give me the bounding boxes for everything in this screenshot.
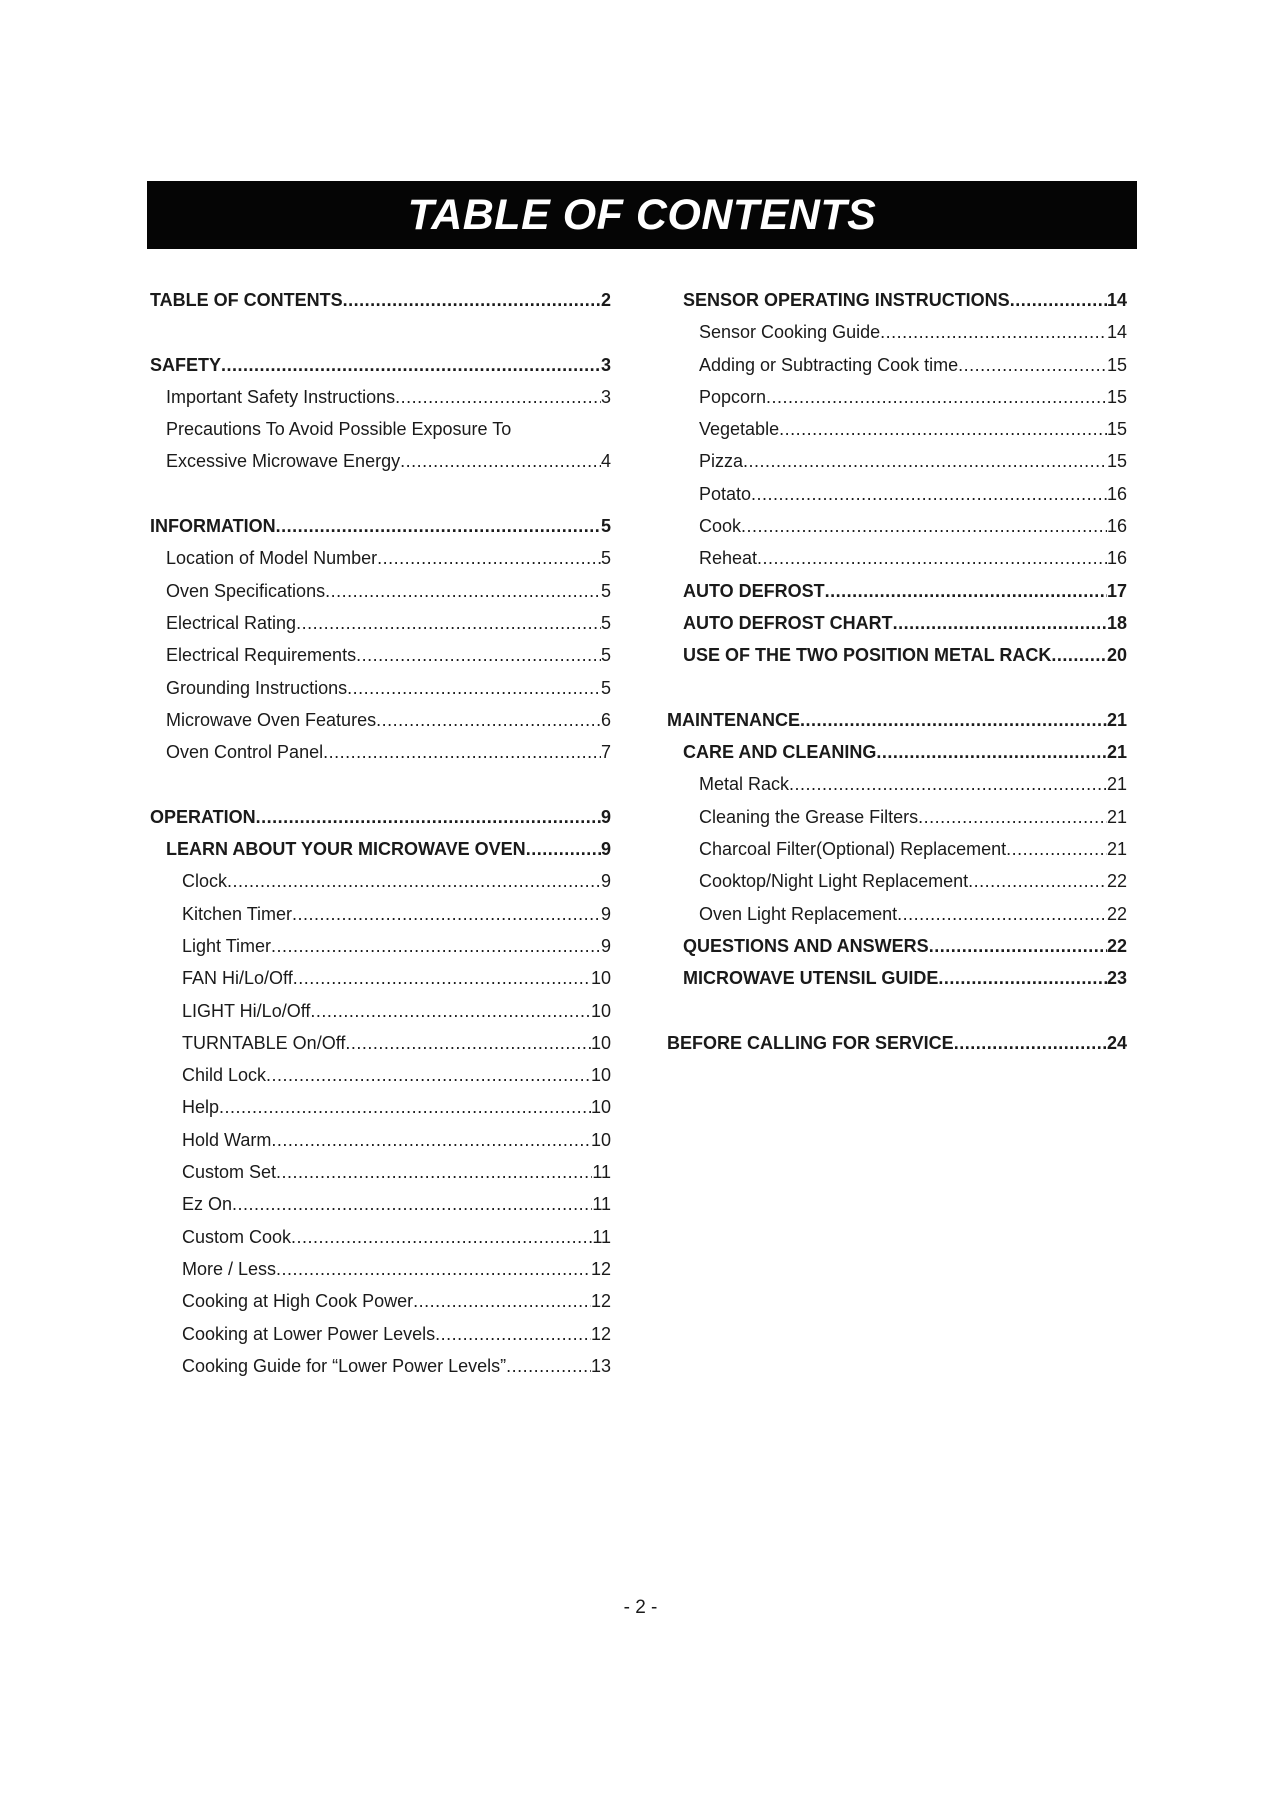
toc-page-number: 5 bbox=[600, 516, 611, 537]
toc-entry-title: FAN Hi/Lo/Off bbox=[182, 968, 293, 989]
toc-entry[interactable] bbox=[667, 445, 1127, 477]
toc-entry-title: Custom Cook bbox=[182, 1226, 292, 1247]
dot-leader bbox=[918, 801, 1107, 833]
toc-page-number: 21 bbox=[1106, 774, 1127, 795]
toc-entry-title: Cooking at High Cook Power bbox=[182, 1291, 414, 1312]
toc-section-entry[interactable] bbox=[150, 801, 611, 833]
toc-entry[interactable] bbox=[667, 768, 1127, 800]
toc-section-entry[interactable] bbox=[667, 639, 1127, 671]
toc-left-column bbox=[150, 284, 611, 1382]
dot-leader bbox=[789, 768, 1107, 800]
toc-entry-title: QUESTIONS AND ANSWERS bbox=[683, 935, 929, 956]
toc-entry-title: AUTO DEFROST bbox=[683, 580, 825, 601]
dot-leader bbox=[893, 607, 1107, 639]
toc-entry[interactable] bbox=[150, 1188, 611, 1220]
toc-entry[interactable] bbox=[667, 865, 1127, 897]
dot-leader bbox=[413, 1285, 591, 1317]
toc-entry-title: Child Lock bbox=[182, 1065, 267, 1086]
toc-page-number: 3 bbox=[600, 354, 611, 375]
dot-leader bbox=[741, 510, 1107, 542]
toc-page-number: 15 bbox=[1106, 451, 1127, 472]
dot-leader bbox=[276, 510, 601, 542]
toc-entry-title: LIGHT Hi/Lo/Off bbox=[182, 1000, 311, 1021]
dot-leader bbox=[435, 1318, 591, 1350]
toc-page-number: 5 bbox=[600, 548, 611, 569]
toc-entry[interactable] bbox=[667, 833, 1127, 865]
toc-entry[interactable] bbox=[667, 316, 1127, 348]
toc-entry[interactable] bbox=[150, 575, 611, 607]
toc-right-column bbox=[667, 284, 1127, 1059]
page-title: TABLE OF CONTENTS bbox=[407, 190, 877, 239]
toc-section-entry[interactable] bbox=[667, 284, 1127, 316]
toc-entry-title: Adding or Subtracting Cook time bbox=[699, 354, 959, 375]
dot-leader bbox=[356, 639, 601, 671]
toc-page-number: 14 bbox=[1106, 290, 1127, 310]
toc-page-number: 5 bbox=[600, 580, 611, 601]
toc-page-number: 5 bbox=[600, 645, 611, 666]
toc-section-entry[interactable] bbox=[667, 1027, 1127, 1059]
toc-entry-title: BEFORE CALLING FOR SERVICE bbox=[667, 1032, 954, 1053]
dot-leader bbox=[400, 445, 601, 477]
dot-leader bbox=[968, 865, 1107, 897]
dot-leader bbox=[276, 1253, 591, 1285]
dot-leader bbox=[1051, 639, 1107, 671]
dot-leader bbox=[293, 962, 591, 994]
toc-page-number: 11 bbox=[592, 1226, 611, 1247]
dot-leader bbox=[526, 833, 601, 865]
toc-page-number: 23 bbox=[1106, 968, 1127, 989]
dot-leader bbox=[779, 413, 1107, 445]
toc-entry-title: Clock bbox=[182, 871, 228, 892]
dot-leader bbox=[291, 1221, 592, 1253]
toc-page-number: 17 bbox=[1106, 580, 1127, 601]
toc-section-entry[interactable] bbox=[150, 349, 611, 381]
toc-page-number: 5 bbox=[600, 677, 611, 698]
toc-entry-title: Cooking at Lower Power Levels bbox=[182, 1323, 436, 1344]
toc-page-number: 11 bbox=[592, 1162, 611, 1183]
toc-entry[interactable] bbox=[150, 672, 611, 704]
toc-entry-title: Help bbox=[182, 1097, 220, 1118]
toc-entry[interactable] bbox=[150, 381, 611, 413]
dot-leader bbox=[276, 1156, 592, 1188]
toc-entry[interactable] bbox=[667, 478, 1127, 510]
toc-entry-title: Cook bbox=[699, 516, 742, 537]
toc-page-number: 9 bbox=[600, 903, 611, 924]
toc-entry-title: TURNTABLE On/Off bbox=[182, 1032, 346, 1053]
toc-section-entry[interactable] bbox=[667, 930, 1127, 962]
toc-entry-title: Vegetable bbox=[699, 419, 780, 440]
toc-page-number: 14 bbox=[1106, 322, 1127, 343]
toc-page-number: 5 bbox=[600, 612, 611, 633]
toc-entry[interactable] bbox=[150, 607, 611, 639]
toc-entry[interactable] bbox=[150, 1156, 611, 1188]
dot-leader bbox=[221, 349, 601, 381]
dot-leader bbox=[929, 930, 1107, 962]
toc-entry[interactable] bbox=[667, 381, 1127, 413]
toc-entry[interactable] bbox=[667, 542, 1127, 574]
toc-entry-title: AUTO DEFROST CHART bbox=[683, 612, 893, 633]
toc-entry-title: Excessive Microwave Energy bbox=[166, 451, 401, 472]
toc-section-entry[interactable] bbox=[667, 575, 1127, 607]
toc-entry-title: Charcoal Filter(Optional) Replacement bbox=[699, 839, 1007, 860]
toc-entry-title: Cleaning the Grease Filters bbox=[699, 806, 919, 827]
dot-leader bbox=[292, 898, 601, 930]
toc-page-number: 21 bbox=[1106, 709, 1127, 730]
toc-section-entry[interactable] bbox=[150, 284, 611, 316]
toc-entry-title: CARE AND CLEANING bbox=[683, 742, 877, 763]
toc-entry[interactable] bbox=[150, 1091, 611, 1123]
toc-entry[interactable] bbox=[667, 898, 1127, 930]
dot-leader bbox=[743, 445, 1107, 477]
toc-entry-title: Custom Set bbox=[182, 1162, 277, 1183]
toc-page-number: 21 bbox=[1106, 742, 1127, 763]
toc-page-number: 4 bbox=[600, 451, 611, 472]
toc-page-number: 11 bbox=[592, 1194, 611, 1215]
dot-leader bbox=[766, 381, 1107, 413]
dot-leader bbox=[506, 1350, 591, 1382]
toc-entry[interactable] bbox=[150, 542, 611, 574]
toc-page-number: 9 bbox=[600, 806, 611, 827]
toc-entry-title: INFORMATION bbox=[150, 516, 276, 537]
dot-leader bbox=[938, 962, 1107, 994]
toc-entry-title: Cooking Guide for “Lower Power Levels” bbox=[182, 1355, 507, 1376]
toc-page-number: 13 bbox=[590, 1355, 611, 1376]
toc-page-number: 10 bbox=[590, 1065, 611, 1086]
toc-page-number: 15 bbox=[1106, 354, 1127, 375]
toc-page-number: 24 bbox=[1106, 1032, 1127, 1053]
dot-leader bbox=[825, 575, 1107, 607]
toc-page-number: 9 bbox=[600, 871, 611, 892]
toc-entry-title: Reheat bbox=[699, 548, 758, 569]
toc-entry-title: OPERATION bbox=[150, 806, 256, 827]
toc-page-number: 12 bbox=[590, 1258, 611, 1279]
toc-page-number: 6 bbox=[600, 709, 611, 730]
toc-page-number: 10 bbox=[590, 1000, 611, 1021]
toc-entry[interactable] bbox=[150, 995, 611, 1027]
toc-page-number: 9 bbox=[600, 839, 611, 860]
dot-leader bbox=[256, 801, 601, 833]
dot-leader bbox=[800, 704, 1107, 736]
toc-page-number: 12 bbox=[590, 1323, 611, 1344]
toc-entry-title: Ez On bbox=[182, 1194, 233, 1215]
toc-page-number: 16 bbox=[1106, 516, 1127, 537]
toc-entry[interactable] bbox=[150, 1350, 611, 1382]
dot-leader bbox=[954, 1027, 1107, 1059]
toc-spacer bbox=[150, 316, 611, 348]
toc-page-number: 15 bbox=[1106, 419, 1127, 440]
toc-entry[interactable] bbox=[150, 1318, 611, 1350]
dot-leader bbox=[377, 542, 601, 574]
toc-entry[interactable] bbox=[150, 1027, 611, 1059]
toc-entry-title: Electrical Requirements bbox=[166, 645, 357, 666]
toc-entry-title: Hold Warm bbox=[182, 1129, 272, 1150]
dot-leader bbox=[376, 704, 601, 736]
toc-spacer bbox=[667, 995, 1127, 1027]
dot-leader bbox=[897, 898, 1107, 930]
toc-entry-title: Grounding Instructions bbox=[166, 677, 348, 698]
dot-leader bbox=[751, 478, 1107, 510]
toc-section-entry[interactable] bbox=[667, 704, 1127, 736]
dot-leader bbox=[345, 1027, 591, 1059]
toc-spacer bbox=[150, 478, 611, 510]
dot-leader bbox=[310, 995, 591, 1027]
toc-section-entry[interactable] bbox=[150, 510, 611, 542]
toc-page-number: 22 bbox=[1106, 935, 1127, 956]
toc-entry[interactable] bbox=[150, 736, 611, 768]
toc-entry-title: SENSOR OPERATING INSTRUCTIONS bbox=[683, 290, 1010, 310]
dot-leader bbox=[323, 736, 601, 768]
dot-leader bbox=[1010, 284, 1107, 316]
toc-entry-title: Location of Model Number bbox=[166, 548, 378, 569]
toc-entry-title: Sensor Cooking Guide bbox=[699, 322, 881, 343]
toc-page-number: 21 bbox=[1106, 839, 1127, 860]
toc-entry[interactable] bbox=[150, 930, 611, 962]
page-number: - 2 - bbox=[623, 1597, 658, 1618]
dot-leader bbox=[232, 1188, 592, 1220]
toc-page-number: 10 bbox=[590, 1032, 611, 1053]
toc-entry[interactable] bbox=[667, 349, 1127, 381]
dot-leader bbox=[876, 736, 1107, 768]
dot-leader bbox=[271, 1124, 591, 1156]
toc-entry[interactable] bbox=[667, 413, 1127, 445]
title-banner bbox=[147, 181, 1137, 249]
dot-leader bbox=[1006, 833, 1107, 865]
dot-leader bbox=[757, 542, 1107, 574]
toc-entry-title: MICROWAVE UTENSIL GUIDE bbox=[683, 968, 939, 989]
toc-entry-title: MAINTENANCE bbox=[667, 709, 800, 730]
toc-spacer bbox=[150, 768, 611, 800]
toc-entry-title: Pizza bbox=[699, 451, 744, 472]
dot-leader bbox=[958, 349, 1107, 381]
toc-entry-title: SAFETY bbox=[150, 354, 222, 375]
dot-leader bbox=[880, 316, 1107, 348]
dot-leader bbox=[395, 381, 601, 413]
toc-page-number: 10 bbox=[590, 1129, 611, 1150]
dot-leader bbox=[347, 672, 601, 704]
toc-entry[interactable] bbox=[150, 898, 611, 930]
toc-entry[interactable] bbox=[150, 704, 611, 736]
toc-entry-title: Kitchen Timer bbox=[182, 903, 293, 924]
toc-entry-title: Precautions To Avoid Possible Exposure To bbox=[166, 419, 512, 440]
toc-entry[interactable] bbox=[667, 510, 1127, 542]
toc-page-number: 16 bbox=[1106, 548, 1127, 569]
toc-section-entry[interactable] bbox=[667, 962, 1127, 994]
toc-entry[interactable] bbox=[667, 801, 1127, 833]
toc-section-entry[interactable] bbox=[150, 833, 611, 865]
toc-page-number: 22 bbox=[1106, 871, 1127, 892]
toc-section-entry[interactable] bbox=[667, 607, 1127, 639]
toc-entry-title: TABLE OF CONTENTS bbox=[150, 290, 343, 310]
dot-leader bbox=[296, 607, 601, 639]
toc-entry-title: More / Less bbox=[182, 1258, 277, 1279]
toc-page-number: 7 bbox=[600, 742, 611, 763]
toc-entry-title: Oven Specifications bbox=[166, 580, 326, 601]
toc-page-number: 2 bbox=[600, 290, 611, 310]
toc-entry-title: Light Timer bbox=[182, 935, 272, 956]
toc-page-number: 16 bbox=[1106, 483, 1127, 504]
toc-entry-title: Cooktop/Night Light Replacement bbox=[699, 871, 969, 892]
toc-page-number: 9 bbox=[600, 935, 611, 956]
toc-page-number: 15 bbox=[1106, 386, 1127, 407]
toc-entry-title: Oven Control Panel bbox=[166, 742, 324, 763]
toc-entry-title: Microwave Oven Features bbox=[166, 709, 377, 730]
toc-entry[interactable] bbox=[150, 639, 611, 671]
toc-page-number: 20 bbox=[1106, 645, 1127, 666]
toc-entry[interactable] bbox=[150, 445, 611, 477]
toc-entry[interactable] bbox=[150, 1253, 611, 1285]
toc-entry[interactable] bbox=[150, 1221, 611, 1253]
toc-spacer bbox=[667, 672, 1127, 704]
toc-entry[interactable] bbox=[150, 865, 611, 897]
dot-leader bbox=[325, 575, 601, 607]
toc-entry-title: LEARN ABOUT YOUR MICROWAVE OVEN bbox=[166, 839, 526, 860]
dot-leader bbox=[343, 284, 601, 316]
toc-entry[interactable] bbox=[150, 1059, 611, 1091]
toc-page-number: 12 bbox=[590, 1291, 611, 1312]
toc-page-number: 3 bbox=[600, 386, 611, 407]
toc-entry-title: Electrical Rating bbox=[166, 612, 297, 633]
toc-entry-title: Popcorn bbox=[699, 386, 767, 407]
toc-page-number: 21 bbox=[1106, 806, 1127, 827]
dot-leader bbox=[227, 865, 601, 897]
toc-entry[interactable] bbox=[150, 1285, 611, 1317]
toc-entry-title: Potato bbox=[699, 483, 752, 504]
toc-entry-title: Important Safety Instructions bbox=[166, 386, 396, 407]
dot-leader bbox=[219, 1091, 591, 1123]
toc-page-number: 18 bbox=[1106, 612, 1127, 633]
toc-page-number: 10 bbox=[590, 968, 611, 989]
toc-section-entry[interactable] bbox=[667, 736, 1127, 768]
toc-page-number: 10 bbox=[590, 1097, 611, 1118]
toc-entry-title: Oven Light Replacement bbox=[699, 903, 898, 924]
toc-entry-title: Metal Rack bbox=[699, 774, 790, 795]
dot-leader bbox=[271, 930, 601, 962]
dot-leader bbox=[266, 1059, 591, 1091]
toc-entry[interactable] bbox=[150, 1124, 611, 1156]
toc-entry[interactable] bbox=[150, 962, 611, 994]
toc-entry[interactable] bbox=[150, 413, 611, 445]
toc-page-number: 22 bbox=[1106, 903, 1127, 924]
toc-entry-title: USE OF THE TWO POSITION METAL RACK bbox=[683, 645, 1052, 666]
